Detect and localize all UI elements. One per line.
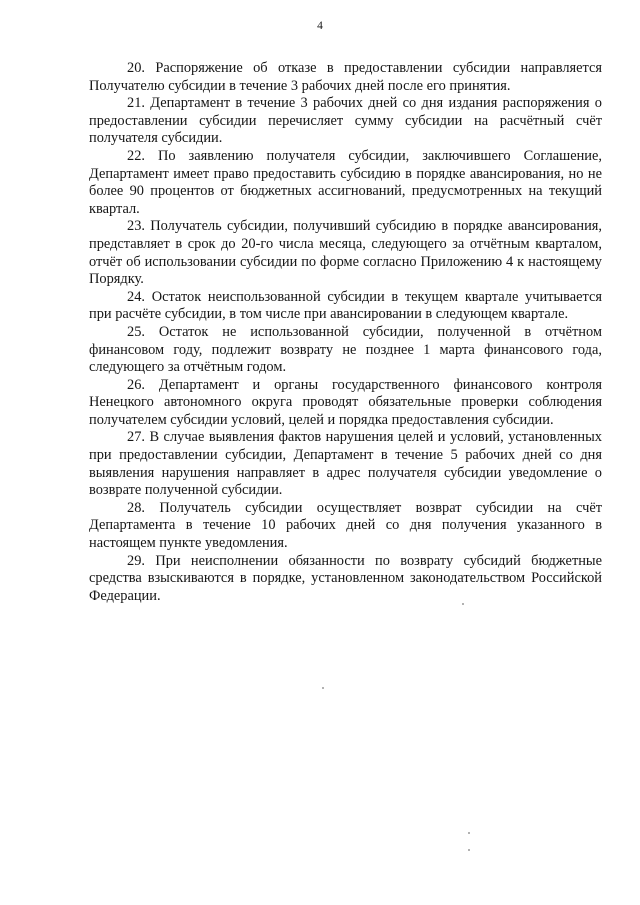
scan-speck <box>322 687 324 689</box>
paragraph-20: 20. Распоряжение об отказе в предоставлении субсидии направляется Получателю субсидии в течение 3 рабочих дней после его принятия. <box>89 60 602 94</box>
paragraph-26: 26. Департамент и органы государственного финансового контроля Ненецкого автономного округа проводят обязательные проверки соблюдения получателем субсидии условий, целей и порядка предоставления субсидии. <box>89 376 602 428</box>
scan-speck <box>468 832 470 834</box>
page-number: 4 <box>317 20 323 32</box>
scan-speck <box>468 849 470 851</box>
paragraph-22: 22. По заявлению получателя субсидии, заключившего Соглашение, Департамент имеет право предоставить субсидию в порядке авансирования, но не более 90 процентов от бюджетных ассигнований, предусмотренных на текущий квартал. <box>89 147 602 217</box>
paragraph-25: 25. Остаток не использованной субсидии, полученной в отчётном финансовом году, подлежит возврату не позднее 1 марта финансового года, следующего за отчётным годом. <box>89 323 602 376</box>
paragraph-27: 27. В случае выявления фактов нарушения целей и условий, установленных при предоставлении субсидии, Департамент в течение 5 рабочих дней со дня выявления нарушения направляет в адрес получателя субсидии уведомление о возврате полученной субсидии. <box>89 429 602 499</box>
paragraph-28: 28. Получатель субсидии осуществляет возврат субсидии на счёт Департамента в течение 10 рабочих дней со дня получения указанного в настоящем пункте уведомления. <box>89 499 602 552</box>
paragraph-24: 24. Остаток неиспользованной субсидии в текущем квартале учитывается при расчёте субсидии, в том числе при авансировании в следующем квартале. <box>89 288 602 323</box>
paragraph-21: 21. Департамент в течение 3 рабочих дней со дня издания распоряжения о предоставлении субсидии перечисляет сумму субсидии на расчётный счёт получателя субсидии. <box>89 95 602 147</box>
paragraph-29: 29. При неисполнении обязанности по возврату субсидий бюджетные средства взыскиваются в порядке, установленном законодательством Российской Федерации. <box>89 552 602 604</box>
paragraph-23: 23. Получатель субсидии, получивший субсидию в порядке авансирования, представляет в срок до 20-го числа месяца, следующего за отчётным кварталом, отчёт об использовании субсидии по форме согласно Приложению 4 к настоящему Порядку. <box>89 218 602 288</box>
document-body <box>89 60 602 605</box>
scan-speck <box>462 603 464 605</box>
